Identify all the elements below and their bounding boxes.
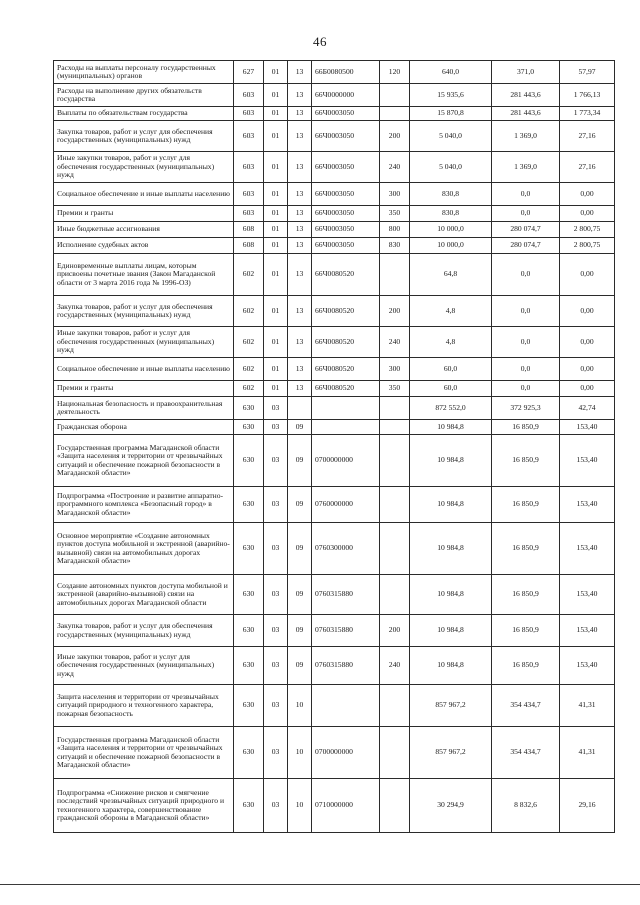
row-section: 03 bbox=[264, 420, 288, 435]
row-name: Создание автономных пунктов доступа мобильной и экстренной (аварийно-вызывной) связи на автомобильных дорогах Магаданской области bbox=[54, 575, 234, 615]
table-row bbox=[54, 238, 615, 254]
row-subsection: 13 bbox=[288, 296, 312, 327]
row-article bbox=[312, 397, 380, 420]
row-percent: 41,31 bbox=[560, 727, 615, 779]
row-subsection: 09 bbox=[288, 615, 312, 647]
row-name: Иные бюджетные ассигнования bbox=[54, 222, 234, 238]
row-name: Подпрограмма «Снижение рисков и смягчение последствий чрезвычайных ситуаций природного и техногенного характера, совершенствование гражданской обороны в Магаданской области» bbox=[54, 779, 234, 833]
row-value-actual: 0,0 bbox=[492, 358, 560, 381]
table-row bbox=[54, 152, 615, 183]
row-subsection: 13 bbox=[288, 206, 312, 222]
table-row bbox=[54, 222, 615, 238]
row-value-actual: 16 850,9 bbox=[492, 615, 560, 647]
row-value-actual: 0,0 bbox=[492, 254, 560, 296]
row-expense-type: 300 bbox=[380, 358, 410, 381]
row-percent: 42,74 bbox=[560, 397, 615, 420]
row-expense-type bbox=[380, 487, 410, 523]
row-article: 66Ч0003050 bbox=[312, 121, 380, 152]
row-value-planned: 5 040,0 bbox=[410, 121, 492, 152]
table-row bbox=[54, 61, 615, 84]
row-article: 66Ч0080520 bbox=[312, 381, 380, 397]
row-value-planned: 10 984,8 bbox=[410, 420, 492, 435]
row-article: 0700000000 bbox=[312, 435, 380, 487]
row-subsection: 13 bbox=[288, 222, 312, 238]
row-value-actual: 0,0 bbox=[492, 206, 560, 222]
row-section: 01 bbox=[264, 222, 288, 238]
row-code: 630 bbox=[234, 727, 264, 779]
row-code: 608 bbox=[234, 222, 264, 238]
row-expense-type bbox=[380, 523, 410, 575]
row-value-planned: 4,8 bbox=[410, 296, 492, 327]
row-article: 66Ч0003050 bbox=[312, 238, 380, 254]
row-percent: 153,40 bbox=[560, 615, 615, 647]
row-expense-type: 240 bbox=[380, 647, 410, 685]
row-expense-type: 120 bbox=[380, 61, 410, 84]
row-subsection: 13 bbox=[288, 327, 312, 358]
row-percent: 2 800,75 bbox=[560, 238, 615, 254]
row-section: 03 bbox=[264, 727, 288, 779]
table-row bbox=[54, 397, 615, 420]
row-percent: 153,40 bbox=[560, 575, 615, 615]
row-percent: 2 800,75 bbox=[560, 222, 615, 238]
row-name: Выплаты по обязательствам государства bbox=[54, 107, 234, 121]
row-article: 66Ч0080520 bbox=[312, 358, 380, 381]
row-value-actual: 1 369,0 bbox=[492, 121, 560, 152]
row-percent: 0,00 bbox=[560, 381, 615, 397]
row-code: 627 bbox=[234, 61, 264, 84]
row-section: 01 bbox=[264, 254, 288, 296]
row-code: 630 bbox=[234, 420, 264, 435]
row-value-planned: 640,0 bbox=[410, 61, 492, 84]
row-value-planned: 10 984,8 bbox=[410, 523, 492, 575]
table-row bbox=[54, 575, 615, 615]
row-code: 602 bbox=[234, 254, 264, 296]
row-code: 603 bbox=[234, 84, 264, 107]
row-value-planned: 10 000,0 bbox=[410, 222, 492, 238]
table-row bbox=[54, 296, 615, 327]
row-subsection bbox=[288, 397, 312, 420]
row-name: Социальное обеспечение и иные выплаты населению bbox=[54, 183, 234, 206]
row-subsection: 09 bbox=[288, 575, 312, 615]
row-value-planned: 830,8 bbox=[410, 206, 492, 222]
row-value-actual: 0,0 bbox=[492, 381, 560, 397]
row-subsection: 13 bbox=[288, 84, 312, 107]
row-subsection: 13 bbox=[288, 121, 312, 152]
table-row bbox=[54, 358, 615, 381]
table-row bbox=[54, 206, 615, 222]
row-code: 630 bbox=[234, 647, 264, 685]
row-percent: 153,40 bbox=[560, 420, 615, 435]
row-article: 0760000000 bbox=[312, 487, 380, 523]
row-percent: 27,16 bbox=[560, 152, 615, 183]
row-section: 03 bbox=[264, 685, 288, 727]
row-value-planned: 10 000,0 bbox=[410, 238, 492, 254]
row-section: 03 bbox=[264, 779, 288, 833]
row-value-actual: 371,0 bbox=[492, 61, 560, 84]
row-subsection: 13 bbox=[288, 183, 312, 206]
row-expense-type bbox=[380, 435, 410, 487]
row-value-planned: 10 984,8 bbox=[410, 575, 492, 615]
row-expense-type: 200 bbox=[380, 615, 410, 647]
row-percent: 0,00 bbox=[560, 358, 615, 381]
row-code: 603 bbox=[234, 107, 264, 121]
row-percent: 153,40 bbox=[560, 523, 615, 575]
row-subsection: 13 bbox=[288, 61, 312, 84]
row-value-actual: 16 850,9 bbox=[492, 575, 560, 615]
table-row bbox=[54, 779, 615, 833]
table-row bbox=[54, 435, 615, 487]
row-article: 0700000000 bbox=[312, 727, 380, 779]
row-value-actual: 16 850,9 bbox=[492, 420, 560, 435]
row-section: 01 bbox=[264, 381, 288, 397]
row-name: Единовременные выплаты лицам, которым присвоены почетные звания (Закон Магаданской области от 3 марта 2016 года № 1996-ОЗ) bbox=[54, 254, 234, 296]
budget-table-body bbox=[54, 61, 615, 833]
row-name: Расходы на выполнение других обязательств государства bbox=[54, 84, 234, 107]
table-row bbox=[54, 727, 615, 779]
row-value-planned: 10 984,8 bbox=[410, 487, 492, 523]
row-section: 01 bbox=[264, 296, 288, 327]
table-row bbox=[54, 84, 615, 107]
row-percent: 1 773,34 bbox=[560, 107, 615, 121]
row-subsection: 10 bbox=[288, 685, 312, 727]
row-value-planned: 10 984,8 bbox=[410, 435, 492, 487]
row-name: Иные закупки товаров, работ и услуг для обеспечения государственных (муниципальных) нужд bbox=[54, 152, 234, 183]
row-code: 603 bbox=[234, 206, 264, 222]
table-row bbox=[54, 107, 615, 121]
row-code: 608 bbox=[234, 238, 264, 254]
row-article: 0760315880 bbox=[312, 575, 380, 615]
row-article: 0710000000 bbox=[312, 779, 380, 833]
row-expense-type bbox=[380, 420, 410, 435]
row-section: 03 bbox=[264, 487, 288, 523]
row-value-actual: 354 434,7 bbox=[492, 727, 560, 779]
row-section: 03 bbox=[264, 647, 288, 685]
table-row bbox=[54, 685, 615, 727]
row-article: 0760315880 bbox=[312, 647, 380, 685]
row-percent: 27,16 bbox=[560, 121, 615, 152]
row-value-planned: 15 870,8 bbox=[410, 107, 492, 121]
row-section: 03 bbox=[264, 397, 288, 420]
row-percent: 153,40 bbox=[560, 647, 615, 685]
row-code: 602 bbox=[234, 296, 264, 327]
row-value-actual: 372 925,3 bbox=[492, 397, 560, 420]
row-value-actual: 354 434,7 bbox=[492, 685, 560, 727]
row-article: 0760315880 bbox=[312, 615, 380, 647]
row-value-actual: 1 369,0 bbox=[492, 152, 560, 183]
row-percent: 57,97 bbox=[560, 61, 615, 84]
row-section: 01 bbox=[264, 84, 288, 107]
row-value-planned: 60,0 bbox=[410, 358, 492, 381]
row-value-actual: 280 074,7 bbox=[492, 238, 560, 254]
row-name: Национальная безопасность и правоохранительная деятельность bbox=[54, 397, 234, 420]
row-section: 03 bbox=[264, 575, 288, 615]
row-value-planned: 857 967,2 bbox=[410, 685, 492, 727]
row-percent: 0,00 bbox=[560, 254, 615, 296]
row-expense-type: 200 bbox=[380, 296, 410, 327]
row-subsection: 13 bbox=[288, 107, 312, 121]
row-expense-type bbox=[380, 685, 410, 727]
row-name: Иные закупки товаров, работ и услуг для обеспечения государственных (муниципальных) нужд bbox=[54, 327, 234, 358]
row-name: Иные закупки товаров, работ и услуг для обеспечения государственных (муниципальных) нужд bbox=[54, 647, 234, 685]
row-expense-type bbox=[380, 107, 410, 121]
row-value-planned: 64,8 bbox=[410, 254, 492, 296]
row-percent: 1 766,13 bbox=[560, 84, 615, 107]
row-section: 03 bbox=[264, 523, 288, 575]
row-value-actual: 16 850,9 bbox=[492, 435, 560, 487]
row-section: 01 bbox=[264, 327, 288, 358]
row-percent: 29,16 bbox=[560, 779, 615, 833]
row-expense-type: 240 bbox=[380, 327, 410, 358]
row-percent: 0,00 bbox=[560, 327, 615, 358]
table-row bbox=[54, 523, 615, 575]
row-value-planned: 4,8 bbox=[410, 327, 492, 358]
row-expense-type: 350 bbox=[380, 206, 410, 222]
row-value-actual: 281 443,6 bbox=[492, 84, 560, 107]
row-section: 01 bbox=[264, 206, 288, 222]
table-row bbox=[54, 254, 615, 296]
row-section: 01 bbox=[264, 121, 288, 152]
row-percent: 153,40 bbox=[560, 435, 615, 487]
row-expense-type bbox=[380, 254, 410, 296]
row-value-planned: 15 935,6 bbox=[410, 84, 492, 107]
row-section: 01 bbox=[264, 358, 288, 381]
row-expense-type bbox=[380, 397, 410, 420]
row-section: 01 bbox=[264, 61, 288, 84]
table-row bbox=[54, 420, 615, 435]
row-value-actual: 0,0 bbox=[492, 183, 560, 206]
row-value-planned: 10 984,8 bbox=[410, 647, 492, 685]
row-subsection: 09 bbox=[288, 647, 312, 685]
row-subsection: 09 bbox=[288, 523, 312, 575]
row-name: Защита населения и территории от чрезвычайных ситуаций природного и техногенного характера, пожарная безопасность bbox=[54, 685, 234, 727]
row-name: Социальное обеспечение и иные выплаты населению bbox=[54, 358, 234, 381]
row-section: 01 bbox=[264, 152, 288, 183]
row-value-planned: 10 984,8 bbox=[410, 615, 492, 647]
row-name: Гражданская оборона bbox=[54, 420, 234, 435]
row-code: 603 bbox=[234, 183, 264, 206]
table-row bbox=[54, 121, 615, 152]
row-section: 01 bbox=[264, 238, 288, 254]
row-expense-type: 830 bbox=[380, 238, 410, 254]
row-value-planned: 60,0 bbox=[410, 381, 492, 397]
row-article: 0760300000 bbox=[312, 523, 380, 575]
row-subsection: 13 bbox=[288, 254, 312, 296]
row-article bbox=[312, 685, 380, 727]
row-value-planned: 872 552,0 bbox=[410, 397, 492, 420]
row-value-planned: 30 294,9 bbox=[410, 779, 492, 833]
row-value-actual: 0,0 bbox=[492, 327, 560, 358]
row-percent: 41,31 bbox=[560, 685, 615, 727]
row-subsection: 13 bbox=[288, 152, 312, 183]
row-code: 630 bbox=[234, 487, 264, 523]
row-expense-type: 350 bbox=[380, 381, 410, 397]
row-code: 630 bbox=[234, 575, 264, 615]
row-subsection: 09 bbox=[288, 435, 312, 487]
table-row bbox=[54, 183, 615, 206]
row-subsection: 09 bbox=[288, 487, 312, 523]
row-value-actual: 16 850,9 bbox=[492, 487, 560, 523]
row-section: 01 bbox=[264, 183, 288, 206]
row-code: 602 bbox=[234, 381, 264, 397]
row-name: Премии и гранты bbox=[54, 206, 234, 222]
row-article: 66Ч0003050 bbox=[312, 206, 380, 222]
row-article: 66Ч0003050 bbox=[312, 183, 380, 206]
bottom-rule bbox=[0, 884, 640, 885]
row-expense-type bbox=[380, 575, 410, 615]
row-name: Государственная программа Магаданской области «Защита населения и территории от чрезвычайных ситуаций и обеспечение пожарной безопасности в Магаданской области» bbox=[54, 727, 234, 779]
row-name: Премии и гранты bbox=[54, 381, 234, 397]
table-row bbox=[54, 487, 615, 523]
table-row bbox=[54, 615, 615, 647]
row-name: Государственная программа Магаданской области «Защита населения и территории от чрезвычайных ситуаций и обеспечение пожарной безопасности в Магаданской области» bbox=[54, 435, 234, 487]
row-article: 66Ч0080520 bbox=[312, 254, 380, 296]
row-article: 66Б0080500 bbox=[312, 61, 380, 84]
row-percent: 153,40 bbox=[560, 487, 615, 523]
row-code: 602 bbox=[234, 327, 264, 358]
row-expense-type: 300 bbox=[380, 183, 410, 206]
row-code: 630 bbox=[234, 435, 264, 487]
row-value-actual: 16 850,9 bbox=[492, 647, 560, 685]
page-number: 46 bbox=[313, 34, 327, 49]
row-section: 01 bbox=[264, 107, 288, 121]
row-value-actual: 16 850,9 bbox=[492, 523, 560, 575]
row-name: Закупка товаров, работ и услуг для обеспечения государственных (муниципальных) нужд bbox=[54, 121, 234, 152]
row-percent: 0,00 bbox=[560, 206, 615, 222]
row-expense-type: 240 bbox=[380, 152, 410, 183]
row-article: 66Ч0003050 bbox=[312, 107, 380, 121]
row-code: 630 bbox=[234, 779, 264, 833]
table-row bbox=[54, 647, 615, 685]
row-subsection: 10 bbox=[288, 727, 312, 779]
row-code: 602 bbox=[234, 358, 264, 381]
row-code: 630 bbox=[234, 685, 264, 727]
row-subsection: 09 bbox=[288, 420, 312, 435]
row-expense-type: 200 bbox=[380, 121, 410, 152]
row-expense-type bbox=[380, 779, 410, 833]
row-code: 603 bbox=[234, 152, 264, 183]
row-percent: 0,00 bbox=[560, 183, 615, 206]
row-code: 603 bbox=[234, 121, 264, 152]
row-value-actual: 0,0 bbox=[492, 296, 560, 327]
row-article bbox=[312, 420, 380, 435]
row-name: Закупка товаров, работ и услуг для обеспечения государственных (муниципальных) нужд bbox=[54, 615, 234, 647]
row-value-actual: 8 832,6 bbox=[492, 779, 560, 833]
table-row bbox=[54, 327, 615, 358]
row-subsection: 10 bbox=[288, 779, 312, 833]
row-name: Основное мероприятие «Создание автономных пунктов доступа мобильной и экстренной (аварийно-вызывной) связи на автомобильных дорогах Магаданской области» bbox=[54, 523, 234, 575]
row-name: Закупка товаров, работ и услуг для обеспечения государственных (муниципальных) нужд bbox=[54, 296, 234, 327]
row-value-planned: 5 040,0 bbox=[410, 152, 492, 183]
row-article: 66Ч0080520 bbox=[312, 296, 380, 327]
row-value-actual: 281 443,6 bbox=[492, 107, 560, 121]
row-article: 66Ч0003050 bbox=[312, 222, 380, 238]
row-section: 03 bbox=[264, 615, 288, 647]
table-row bbox=[54, 381, 615, 397]
row-code: 630 bbox=[234, 523, 264, 575]
row-code: 630 bbox=[234, 615, 264, 647]
row-name: Исполнение судебных актов bbox=[54, 238, 234, 254]
row-expense-type bbox=[380, 727, 410, 779]
row-article: 66Ч0080520 bbox=[312, 327, 380, 358]
budget-table bbox=[53, 60, 615, 833]
row-percent: 0,00 bbox=[560, 296, 615, 327]
row-article: 66Ч0003050 bbox=[312, 152, 380, 183]
row-name: Подпрограмма «Построение и развитие аппаратно-программного комплекса «Безопасный город» в Магаданской области» bbox=[54, 487, 234, 523]
row-value-actual: 280 074,7 bbox=[492, 222, 560, 238]
row-subsection: 13 bbox=[288, 358, 312, 381]
row-article: 66Ч0000000 bbox=[312, 84, 380, 107]
row-expense-type bbox=[380, 84, 410, 107]
row-expense-type: 800 bbox=[380, 222, 410, 238]
row-section: 03 bbox=[264, 435, 288, 487]
row-code: 630 bbox=[234, 397, 264, 420]
row-value-planned: 857 967,2 bbox=[410, 727, 492, 779]
row-subsection: 13 bbox=[288, 381, 312, 397]
row-subsection: 13 bbox=[288, 238, 312, 254]
row-value-planned: 830,8 bbox=[410, 183, 492, 206]
row-name: Расходы на выплаты персоналу государственных (муниципальных) органов bbox=[54, 61, 234, 84]
